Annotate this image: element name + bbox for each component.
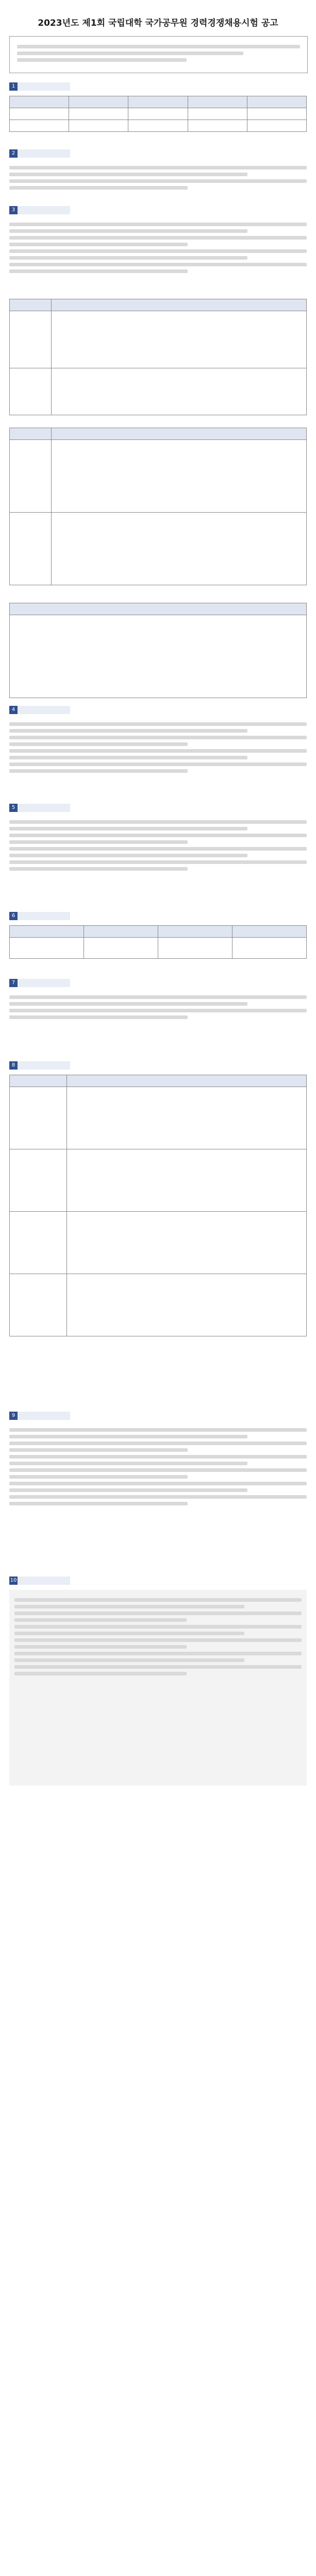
section-number: 8 [9, 1061, 18, 1070]
section-label [18, 1412, 70, 1420]
section-2-header [9, 149, 92, 159]
section-10-header [9, 1577, 92, 1586]
section-6-header [9, 912, 92, 921]
section-7-header [9, 979, 92, 988]
section-number: 2 [9, 149, 18, 158]
section-label [18, 1577, 70, 1585]
requirements-table [9, 299, 307, 415]
section-2-body [9, 163, 307, 194]
section-1-header [9, 82, 92, 92]
section-label [18, 706, 70, 714]
section-3-body [9, 219, 307, 286]
section-label [18, 1061, 70, 1070]
schedule-table [9, 925, 307, 959]
section-5-header [9, 804, 92, 813]
section-number: 9 [9, 1412, 18, 1420]
section-8-header [9, 1061, 92, 1071]
section-5-body [9, 817, 307, 894]
section-label [18, 82, 70, 91]
section-1-table [9, 96, 307, 132]
documents-table [9, 1075, 307, 1336]
section-number: 7 [9, 979, 18, 987]
section-7-body [9, 992, 307, 1044]
section-4-body [9, 719, 307, 786]
section-number: 4 [9, 706, 18, 714]
section-4-header [9, 706, 92, 715]
section-label [18, 804, 70, 812]
notes-table [9, 603, 307, 698]
section-label [18, 206, 70, 214]
preference-table [9, 428, 307, 585]
section-label [18, 979, 70, 987]
section-3-header [9, 206, 92, 215]
intro-box [9, 36, 308, 73]
section-number: 10 [9, 1577, 18, 1585]
section-9-header [9, 1412, 92, 1421]
section-label [18, 149, 70, 158]
section-9-body [9, 1425, 307, 1559]
section-label [18, 912, 70, 920]
section-number: 3 [9, 206, 18, 214]
notice-title: 2023년도 제1회 국립대학 국가공무원 경력경쟁채용시험 공고 [38, 18, 278, 28]
section-number: 6 [9, 912, 18, 920]
section-number: 1 [9, 82, 18, 91]
section-10-body [9, 1590, 307, 1786]
section-number: 5 [9, 804, 18, 812]
